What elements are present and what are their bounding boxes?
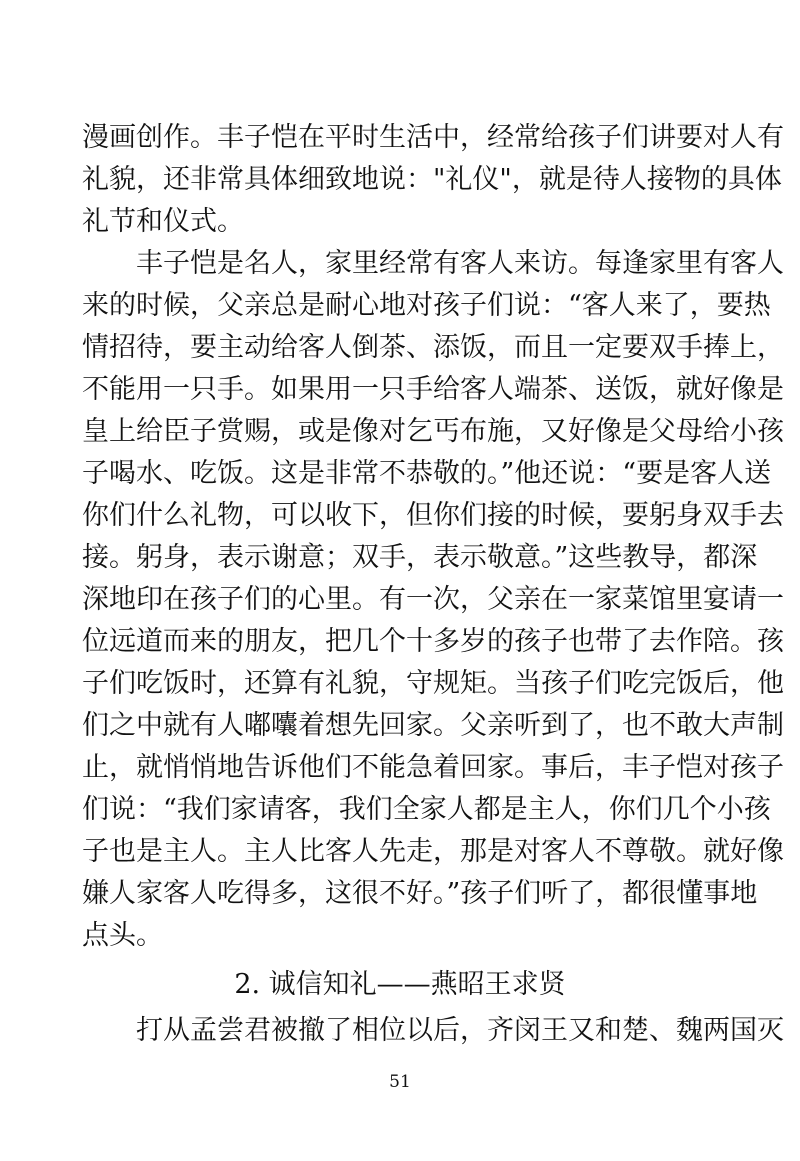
text-line: 接。躬身，表示谢意；双手，表示敬意。”这些教导，都深 — [82, 542, 758, 573]
text-line: 你们什么礼物，可以收下，但你们接的时候，要躬身双手去 — [82, 500, 784, 531]
text-line: 情招待，要主动给客人倒茶、添饭，而且一定要双手捧上， — [82, 332, 784, 363]
text-line: 点头。 — [82, 920, 163, 951]
text-line: 皇上给臣子赏赐，或是像对乞丐布施，又好像是父母给小孩 — [82, 416, 784, 447]
text-line: 们说：“我们家请客，我们全家人都是主人，你们几个小孩 — [82, 794, 771, 825]
text-line: 止，就悄悄地告诉他们不能急着回家。事后，丰子恺对孩子 — [82, 752, 784, 783]
text-line: 漫画创作。丰子恺在平时生活中，经常给孩子们讲要对人有 — [82, 122, 784, 153]
text-line: 子也是主人。主人比客人先走，那是对客人不尊敬。就好像 — [82, 836, 784, 867]
text-line: 深地印在孩子们的心里。有一次，父亲在一家菜馆里宴请一 — [82, 584, 784, 615]
text-line: 位远道而来的朋友，把几个十多岁的孩子也带了去作陪。孩 — [82, 626, 784, 657]
text-line: 礼貌，还非常具体细致地说："礼仪"，就是待人接物的具体 — [82, 164, 782, 195]
text-line: 来的时候，父亲总是耐心地对孩子们说：“客人来了，要热 — [82, 290, 771, 321]
text-line: 子们吃饭时，还算有礼貌，守规矩。当孩子们吃完饭后，他 — [82, 668, 784, 699]
text-line: 子喝水、吃饭。这是非常不恭敬的。”他还说：“要是客人送 — [82, 458, 772, 489]
text-line: 嫌人家客人吃得多，这很不好。”孩子们听了，都很懂事地 — [82, 878, 758, 909]
text-line: 打从孟尝君被撤了相位以后，齐闵王又和楚、魏两国灭 — [136, 1015, 784, 1046]
section-heading: 2. 诚信知礼——燕昭王求贤 — [234, 969, 566, 1000]
text-line: 礼节和仪式。 — [82, 206, 244, 237]
text-line: 不能用一只手。如果用一只手给客人端茶、送饭，就好像是 — [82, 374, 784, 405]
text-line: 们之中就有人嘟囔着想先回家。父亲听到了，也不敢大声制 — [82, 710, 784, 741]
page-number: 51 — [389, 1072, 411, 1092]
text-line: 丰子恺是名人，家里经常有客人来访。每逢家里有客人 — [136, 248, 784, 279]
